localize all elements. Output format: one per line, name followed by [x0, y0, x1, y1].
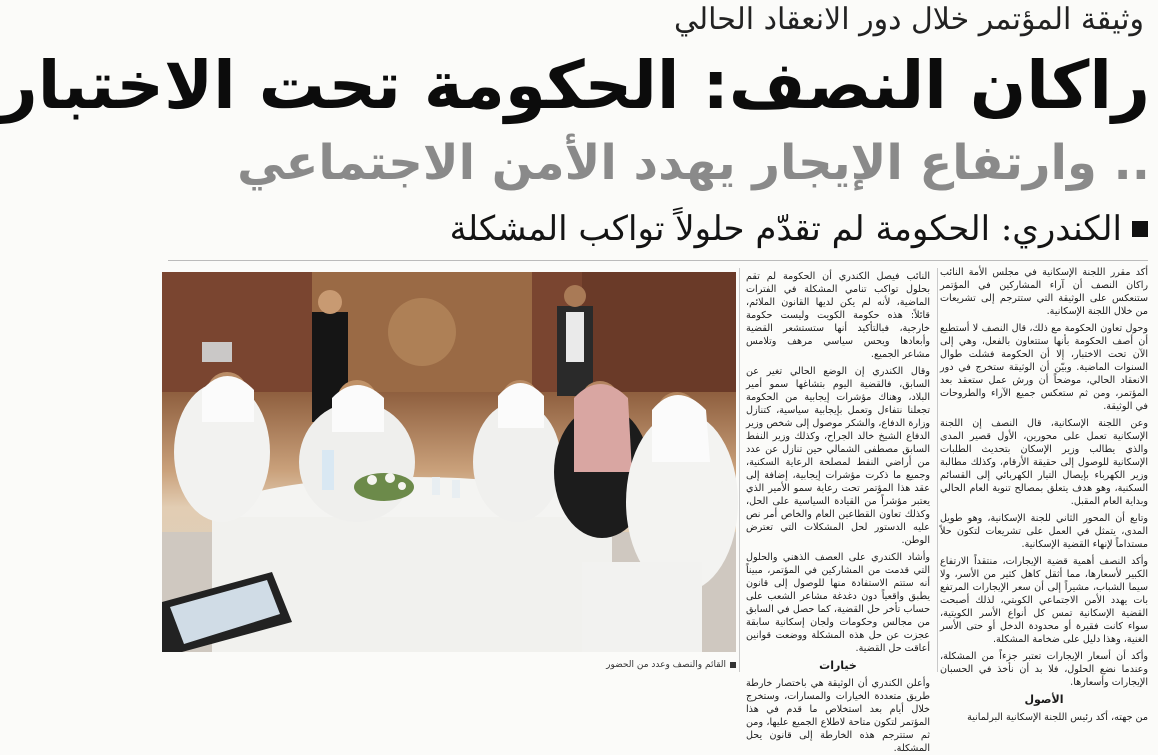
article-subhead: .. وارتفاع الإيجار يهدد الأمن الاجتماعي: [237, 135, 1150, 191]
paragraph: وأكد أن أسعار الإيجارات تعتبر جزءاً من المشكلة، وعندما نضع الحلول، فلا بد أن نأخذ في الحسبان الإيجارات وأسعارها.: [940, 651, 1148, 688]
body-column-1: [940, 266, 1148, 723]
caption-bullet-icon: [730, 662, 736, 668]
section-heading: الأصول: [1024, 693, 1064, 706]
column-divider: [739, 268, 740, 672]
header-divider: [168, 260, 1148, 261]
article-deck: [348, 204, 1148, 254]
paragraph: وتابع أن المحور الثاني للجنة الإسكانية، وهو طويل المدى، يتمثل في العمل على تشريعات لتكون حلاً مستداماً لإنهاء القضية الإسكانية.: [940, 513, 1148, 550]
article-kicker: وثيقة المؤتمر خلال دور الانعقاد الحالي: [673, 2, 1144, 37]
section-heading: خيارات: [819, 659, 857, 672]
article-photo: [162, 272, 736, 652]
paragraph: النائب فيصل الكندري أن الحكومة لم تقم بحلول تواكب تنامي المشكلة في الفترات الماضية، لأنه لم يكن لديها القانون الملائم، قائلاً: هذه حكومة الكويت وليست حكومة خارجية، فبالتأكيد أنها ستستشعر القضية وأبعادها ويحس سياسي مرهف وتلامس مشاعر الجميع.: [746, 271, 930, 360]
paragraph: وحول تعاون الحكومة مع ذلك، قال النصف لا أستطيع أن أصف الحكومة بأنها ستتعاون بالفعل، وهي إلى الآن تحت الاختبار، إلا أن الحكومة فشلت طوال السنوات الماضية. وبيّن أن الوثيقة ستخرج في دور الانعقاد الحالي، موضحاً أن ورش عمل ستعقد بعد المؤتمر، ومن ثم ستعكس جميع الآراء والطروحات في الوثيقة.: [940, 323, 1148, 412]
caption-text: القائم والنصف وعدد من الحضور: [606, 660, 726, 670]
paragraph: أكد مقرر اللجنة الإسكانية في مجلس الأمة النائب راكان النصف أن آراء المشاركين في المؤتمر ستنعكس على الوثيقة التي ستترجم إلى تشريعات من خلال اللجنة الإسكانية.: [940, 267, 1148, 317]
paragraph: وأشاد الكندري على العصف الذهني والحلول التي قدمت من المشاركين في المؤتمر، مبيناً أنه ستتم الاستفادة منها للوصول إلى قانون يطبق واقعياً دون دغدغة مشاعر الشعب على حساب تأخر حل القضية، كما حصل في السابق من مجالس وحكومات ولجان إسكانية سابقة عجزت عن حل هذه المشكلة ووضعت قوانين أعاقت حل القضية.: [746, 552, 930, 654]
deck-bullet-icon: [1132, 221, 1148, 237]
body-column-2: [746, 270, 930, 754]
paragraph: وأكد النصف أهمية قضية الإيجارات، منتقداً الارتفاع الكبير لأسعارها، مما أثقل كاهل كثير من الأسر، ولا سيما الشباب، مشيراً إلى أن سعر الإيجارات المرتفع بات يهدد الأمن الاجتماعي الكويتي، لذلك أصبحت القضية الإسكانية تمس كل أنواع الأسر الكويتية، سواء كانت فقيرة أو محدودة الدخل أو حتى الأسر الغنية، وهذا دليل على ضخامة المشكلة.: [940, 556, 1148, 645]
paragraph: وأعلن الكندري أن الوثيقة هي باختصار خارطة طريق متعددة الخيارات والمسارات، وستخرج خلال أيام بعد استخلاص ما قدم في هذا المؤتمر لتكون متاحة لاطلاع الجميع عليها، ومن ثم ستترجم هذه الخارطة إلى قانون يحل المشكلة.: [746, 678, 930, 754]
paragraph: وعن اللجنة الإسكانية، قال النصف إن اللجنة الإسكانية تعمل على محورين، الأول قصير المدى والذي يطالب وزير الإسكان بتحديث الطلبات الإسكانية للوصول إلى حقيقة الأرقام، وكذلك مطالبة وزير الكهرباء بإيصال التيار الكهربائي إلى القسائم السكنية، وهو هدف يتعلق بمصالح تنوية العام الحالي وبداية العام المقبل.: [940, 418, 1148, 507]
article-headline: راكان النصف: الحكومة تحت الاختبار: [0, 47, 1150, 124]
deck-text: الكندري: الحكومة لم تقدّم حلولاً تواكب المشكلة: [449, 209, 1122, 249]
paragraph: وقال الكندري إن الوضع الحالي تغير عن السابق، فالقضية اليوم بتشاغها سمو أمير البلاد، وهناك مؤشرات إيجابية من الحكومة تجعلنا نتفاءل وتعمل بإيجابية سياسية، كتنازل وزارة الدفاع، والشكر موصول إلى شخص وزير الدفاع الشيخ خالد الجراح، وكذلك وزير النفط السابق مصطفى الشمالي حين تنازل عن عدد من أراضي النفط لمصلحة الرعاية السكنية، وجميع ما ذكرت مؤشرات إيجابية، إضافة إلى عقد هذا المؤتمر تحت رعاية سمو الأمير الذي يعتبر مؤشراً من القيادة السياسية على الحل، وكذلك تعاون القطاعين العام والخاص أمر نص عليه الدستور لحل المشكلات التي تعترض الوطن.: [746, 366, 930, 546]
column-divider: [937, 268, 938, 672]
photo-illustration: [162, 272, 736, 652]
photo-caption: [558, 656, 736, 674]
paragraph: من جهته، أكد رئيس اللجنة الإسكانية البرلمانية: [967, 712, 1148, 723]
